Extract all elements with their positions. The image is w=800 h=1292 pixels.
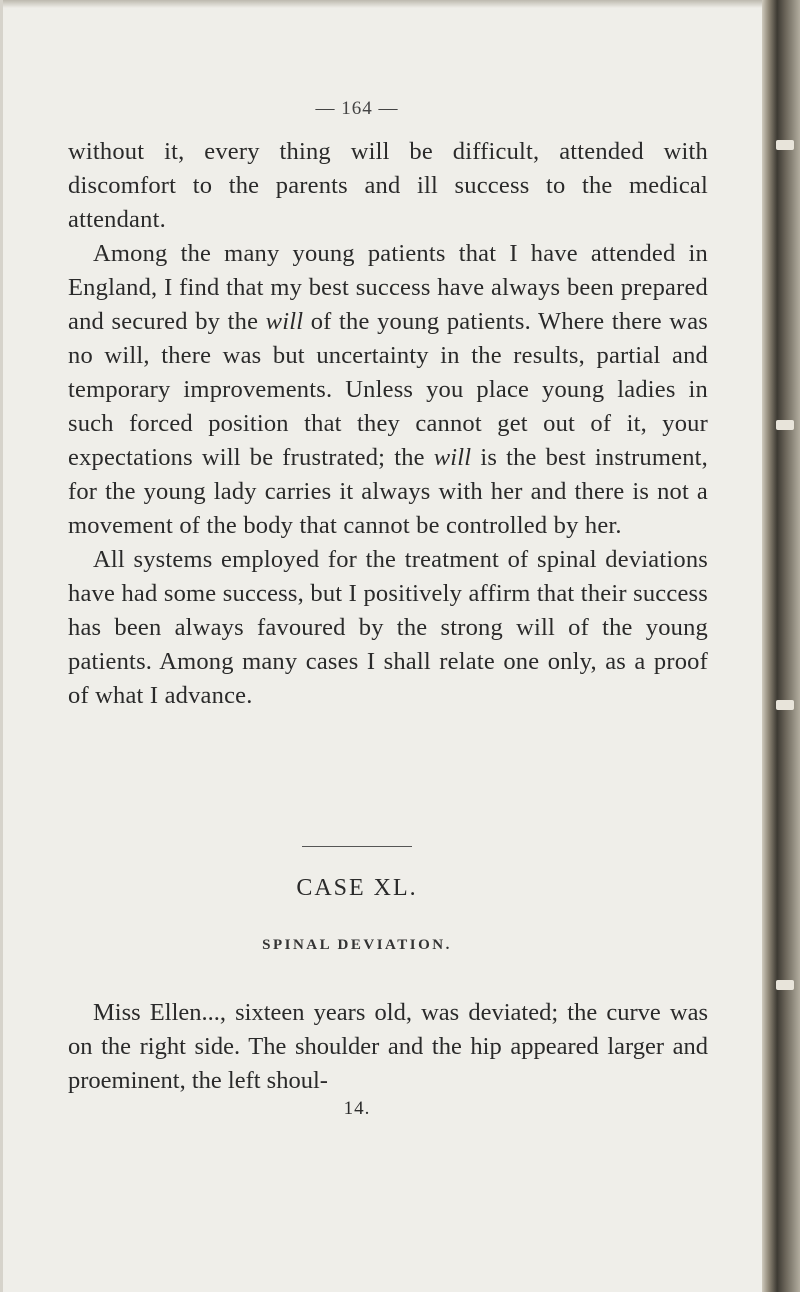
book-spine-gutter — [762, 0, 800, 1292]
case-subheading: SPINAL DEVIATION. — [262, 937, 452, 953]
paragraph-1: without it, every thing will be difficult, attended with discomfort to the parents and ill success to the medical attendant. — [68, 138, 708, 233]
paragraph-2-part-c: is the best instrument, for the young lady carries it always with her and there is not a movement of the body that cannot be controlled by her. — [68, 444, 708, 539]
gutter-mark — [776, 420, 794, 430]
case-heading: CASE XL. — [296, 875, 418, 901]
italic-will-2: will — [433, 444, 472, 471]
gutter-mark — [776, 700, 794, 710]
paragraph-2 — [68, 237, 708, 543]
gutter-mark — [776, 140, 794, 150]
section-divider — [302, 846, 412, 847]
gutter-mark — [776, 980, 794, 990]
page-top-edge — [3, 0, 773, 8]
paragraph-3: All systems employed for the treatment of spinal deviations have had some success, but I positively affirm that their success has been always favoured by the strong will of the young patients. Among many cases I shall relate one only, as a proof of what I advance. — [68, 546, 708, 709]
body-text — [68, 135, 708, 713]
case-paragraph: Miss Ellen..., sixteen years old, was deviated; the curve was on the right side. The shoulder and the hip appeared larger and proeminent, the left shoul- — [68, 999, 708, 1094]
paragraph-2-part-b: of the young patients. Where there was no will, there was but uncertainty in the results, partial and temporary improvements. Unless you place young ladies in such forced position that they cannot get out of it, your expectations will be frustrated; the — [68, 308, 708, 471]
italic-will-1: will — [265, 308, 304, 335]
page-number: — 164 — — [315, 98, 399, 119]
signature-mark: 14. — [343, 1098, 371, 1119]
paragraph-2-part-a: Among the many young patients that I have attended in England, I find that my best success have always been prepared and secured by the — [68, 240, 708, 335]
case-text — [68, 996, 708, 1098]
